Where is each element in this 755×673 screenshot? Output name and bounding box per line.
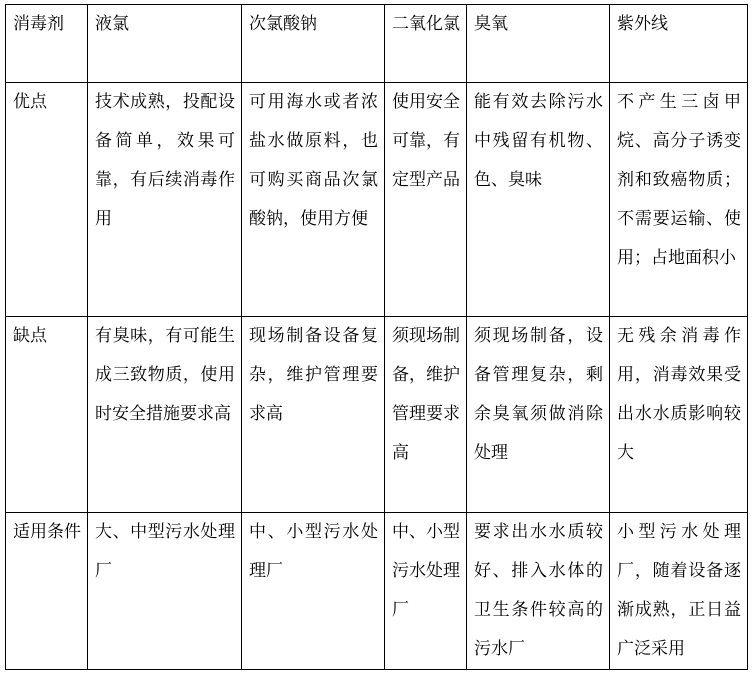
disadvantages-sodium-hypochlorite: 现场制备设备复杂，维护管理要求高 [242,317,385,513]
disinfectant-comparison-table [5,4,748,670]
conditions-ultraviolet: 小型污水处理厂，随着设备逐渐成熟，正日益广泛采用 [610,513,748,670]
conditions-sodium-hypochlorite: 中、小型污水处理厂 [242,513,385,670]
header-row [6,5,748,83]
disadvantages-chlorine-dioxide: 须现场制备，维护管理要求高 [385,317,467,513]
row-label-applicable-conditions: 适用条件 [6,513,88,670]
header-cell-liquid-chlorine: 液氯 [88,5,242,83]
conditions-chlorine-dioxide: 中、小型污水处理厂 [385,513,467,670]
table-row-advantages [6,83,748,317]
disadvantages-liquid-chlorine: 有臭味，有可能生成三致物质，使用时安全措施要求高 [88,317,242,513]
advantages-ultraviolet: 不产生三卤甲烷、高分子诱变剂和致癌物质；不需要运输、使用；占地面积小 [610,83,748,317]
header-cell-sodium-hypochlorite: 次氯酸钠 [242,5,385,83]
disadvantages-ozone: 须现场制备，设备管理复杂，剩余臭氧须做消除处理 [467,317,610,513]
header-cell-chlorine-dioxide: 二氧化氯 [385,5,467,83]
advantages-liquid-chlorine: 技术成熟，投配设备简单，效果可靠，有后续消毒作用 [88,83,242,317]
header-cell-disinfectant: 消毒剂 [6,5,88,83]
advantages-ozone: 能有效去除污水中残留有机物、色、臭味 [467,83,610,317]
conditions-ozone: 要求出水水质较好、排入水体的卫生条件较高的污水厂 [467,513,610,670]
advantages-chlorine-dioxide: 使用安全可靠，有定型产品 [385,83,467,317]
table-row-disadvantages [6,317,748,513]
header-cell-ozone: 臭氧 [467,5,610,83]
row-label-advantages: 优点 [6,83,88,317]
row-label-disadvantages: 缺点 [6,317,88,513]
table-row-applicable-conditions [6,513,748,670]
header-cell-ultraviolet: 紫外线 [610,5,748,83]
conditions-liquid-chlorine: 大、中型污水处理厂 [88,513,242,670]
disadvantages-ultraviolet: 无残余消毒作用，消毒效果受出水水质影响较大 [610,317,748,513]
advantages-sodium-hypochlorite: 可用海水或者浓盐水做原料，也可购买商品次氯酸钠，使用方便 [242,83,385,317]
